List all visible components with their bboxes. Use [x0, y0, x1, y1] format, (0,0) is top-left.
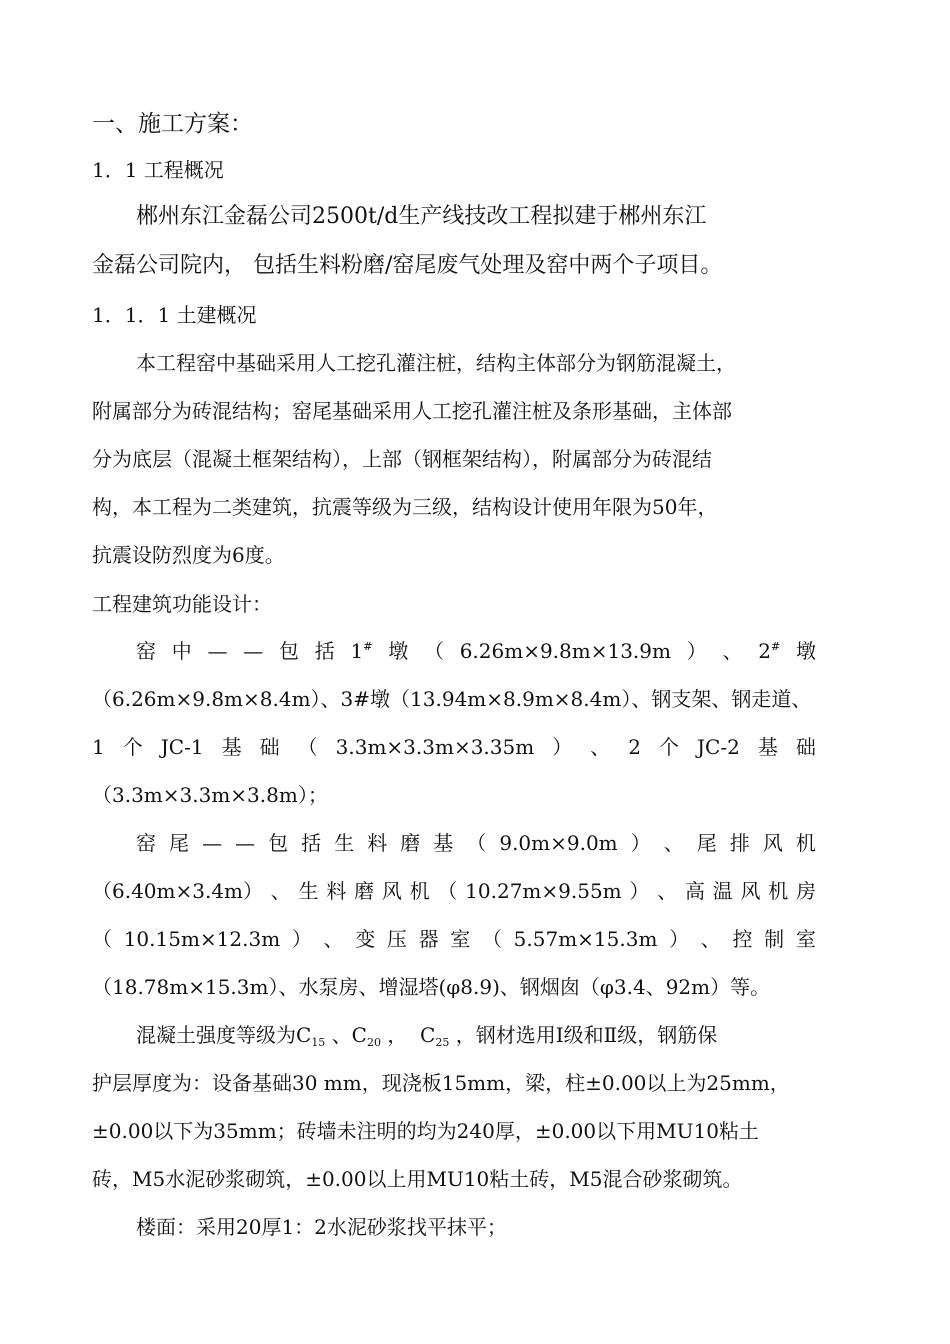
- kiln-tail-line-3: [92, 926, 816, 952]
- concrete-line-2: 护层厚度为：设备基础30 mm，现浇板15mm，梁，柱±0.00以上为25mm，: [92, 1071, 790, 1095]
- text-token: 风: [381, 879, 402, 903]
- text-token: ）: [686, 639, 707, 663]
- text-token: —: [235, 831, 256, 855]
- text-token: （: [92, 927, 112, 951]
- kiln-tail-line-1: [136, 830, 816, 856]
- text-token: 生: [334, 831, 355, 855]
- subsection-1-1: 1．1 工程概况: [92, 158, 224, 182]
- text-token: 括: [301, 831, 322, 855]
- text-token: —: [207, 639, 228, 663]
- text-token: 磨: [354, 879, 375, 903]
- text-token: 、: [323, 927, 344, 951]
- text-token: 、: [590, 735, 611, 759]
- text-token: 1: [92, 735, 105, 759]
- subsection-1-1-1: 1．1．1 土建概况: [92, 303, 257, 327]
- text-token: （6.40m×3.4m）: [92, 879, 264, 903]
- text-token: 压: [386, 927, 407, 951]
- text-token: 2#: [758, 639, 781, 663]
- text-token: 包: [279, 639, 299, 663]
- concrete-line-4: 砖，M5水泥砂浆砌筑，±0.00以上用MU10粘土砖，M5混合砂浆砌筑。: [92, 1167, 743, 1191]
- intro-line-1: 郴州东江金磊公司2500t/d生产线技改工程拟建于郴州东江: [136, 204, 707, 229]
- paragraph-line: 抗震设防烈度为6度。: [92, 543, 285, 567]
- design-label: 工程建筑功能设计：: [92, 592, 272, 616]
- text-token: 9.0m×9.0m: [499, 831, 618, 855]
- text-token: 温: [712, 879, 733, 903]
- text-token: 排: [729, 831, 750, 855]
- text-token: 生: [298, 879, 319, 903]
- text-token: ）: [630, 831, 651, 855]
- paragraph-line: 本工程窑中基础采用人工挖孔灌注桩，结构主体部分为钢筋混凝土，: [136, 351, 736, 375]
- text-token: 机: [768, 879, 789, 903]
- text-token: 尾: [696, 831, 717, 855]
- section-heading: 一、施工方案：: [92, 111, 253, 137]
- text-token: 墩: [388, 639, 409, 663]
- text-token: 风: [740, 879, 761, 903]
- kiln-mid-line-2: （6.26m×9.8m×8.4m）、3#墩（13.94m×8.9m×8.4m）、钢支架、钢走道、: [92, 687, 812, 711]
- text-token: 室: [450, 927, 471, 951]
- concrete-line-1: 混凝土强度等级为$C_{15}$ 、$C_{20}$ ， $C_{25}$ ，钢材选用Ⅰ级和Ⅱ级，钢筋保: [136, 1023, 718, 1049]
- text-token: 础: [795, 735, 816, 759]
- text-token: 料: [367, 831, 388, 855]
- text-token: 基: [757, 735, 778, 759]
- text-token: ）: [552, 735, 573, 759]
- text-token: 基: [433, 831, 454, 855]
- text-token: —: [243, 639, 264, 663]
- intro-line-2: 金磊公司院内， 包括生料粉磨/窑尾废气处理及窑中两个子项目。: [92, 253, 723, 278]
- text-token: 控: [732, 927, 753, 951]
- text-token: 墩: [795, 639, 816, 663]
- text-token: 机: [409, 879, 430, 903]
- text-token: 2: [628, 735, 641, 759]
- text-token: ）: [669, 927, 690, 951]
- text-token: 、: [657, 879, 678, 903]
- text-token: 1#: [350, 639, 373, 663]
- text-token: （: [423, 639, 444, 663]
- kiln-mid-line-3: [92, 734, 816, 760]
- text-token: JC-2: [697, 735, 740, 759]
- text-token: 风: [762, 831, 783, 855]
- text-token: 制: [764, 927, 785, 951]
- text-token: 括: [314, 639, 335, 663]
- text-token: 、: [663, 831, 684, 855]
- text-token: 6.26m×9.8m×13.9m: [459, 639, 671, 663]
- text-token: 高: [684, 879, 705, 903]
- kiln-mid-line-4: （3.3m×3.3m×3.8m）；: [92, 783, 328, 807]
- text-token: 3.3m×3.3m×3.35m: [335, 735, 535, 759]
- text-token: 、: [722, 639, 743, 663]
- text-token: 尾: [169, 831, 190, 855]
- text-token: ）: [291, 927, 312, 951]
- kiln-tail-line-2: [92, 878, 816, 904]
- text-token: 变: [355, 927, 376, 951]
- text-token: 器: [418, 927, 439, 951]
- text-token: —: [202, 831, 223, 855]
- kiln-tail-line-4: （18.78m×15.3m）、水泵房、增湿塔(φ8.9)、钢烟囱（φ3.4、92m）等。: [92, 975, 771, 999]
- text-token: 个: [122, 735, 143, 759]
- paragraph-line: 构，本工程为二类建筑，抗震等级为三级，结构设计使用年限为50年，: [92, 495, 718, 519]
- text-token: ）: [629, 879, 650, 903]
- text-token: 、: [700, 927, 721, 951]
- text-token: 、: [270, 879, 291, 903]
- text-token: 料: [326, 879, 347, 903]
- text-token: 窑: [136, 831, 156, 855]
- text-token: （: [297, 735, 318, 759]
- text-token: （: [437, 879, 458, 903]
- concrete-line-3: ±0.00以下为35mm；砖墙未注明的均为240厚，±0.00以下用MU10粘土: [92, 1119, 759, 1143]
- text-token: 机: [795, 831, 816, 855]
- text-token: 10.27m×9.55m: [465, 879, 622, 903]
- text-token: 磨: [400, 831, 421, 855]
- paragraph-line: 附属部分为砖混结构；窑尾基础采用人工挖孔灌注桩及条形基础，主体部: [92, 399, 732, 423]
- text-token: 础: [259, 735, 280, 759]
- text-token: JC-1: [160, 735, 204, 759]
- text-token: 个: [659, 735, 679, 759]
- text-token: 10.15m×12.3m: [123, 927, 281, 951]
- floor-line: 楼面：采用20厚1：2水泥砂浆找平抹平；: [136, 1215, 507, 1239]
- text-token: 包: [268, 831, 289, 855]
- text-token: （: [466, 831, 487, 855]
- text-token: （: [481, 927, 502, 951]
- text-token: 5.57m×15.3m: [513, 927, 658, 951]
- kiln-mid-line-1: [136, 638, 816, 664]
- paragraph-line: 分为底层（混凝土框架结构），上部（钢框架结构），附属部分为砖混结: [92, 447, 712, 471]
- text-token: 房: [796, 879, 816, 903]
- text-token: 窑: [136, 639, 156, 663]
- text-token: 基: [221, 735, 242, 759]
- text-token: 中: [171, 639, 192, 663]
- text-token: 室: [795, 927, 816, 951]
